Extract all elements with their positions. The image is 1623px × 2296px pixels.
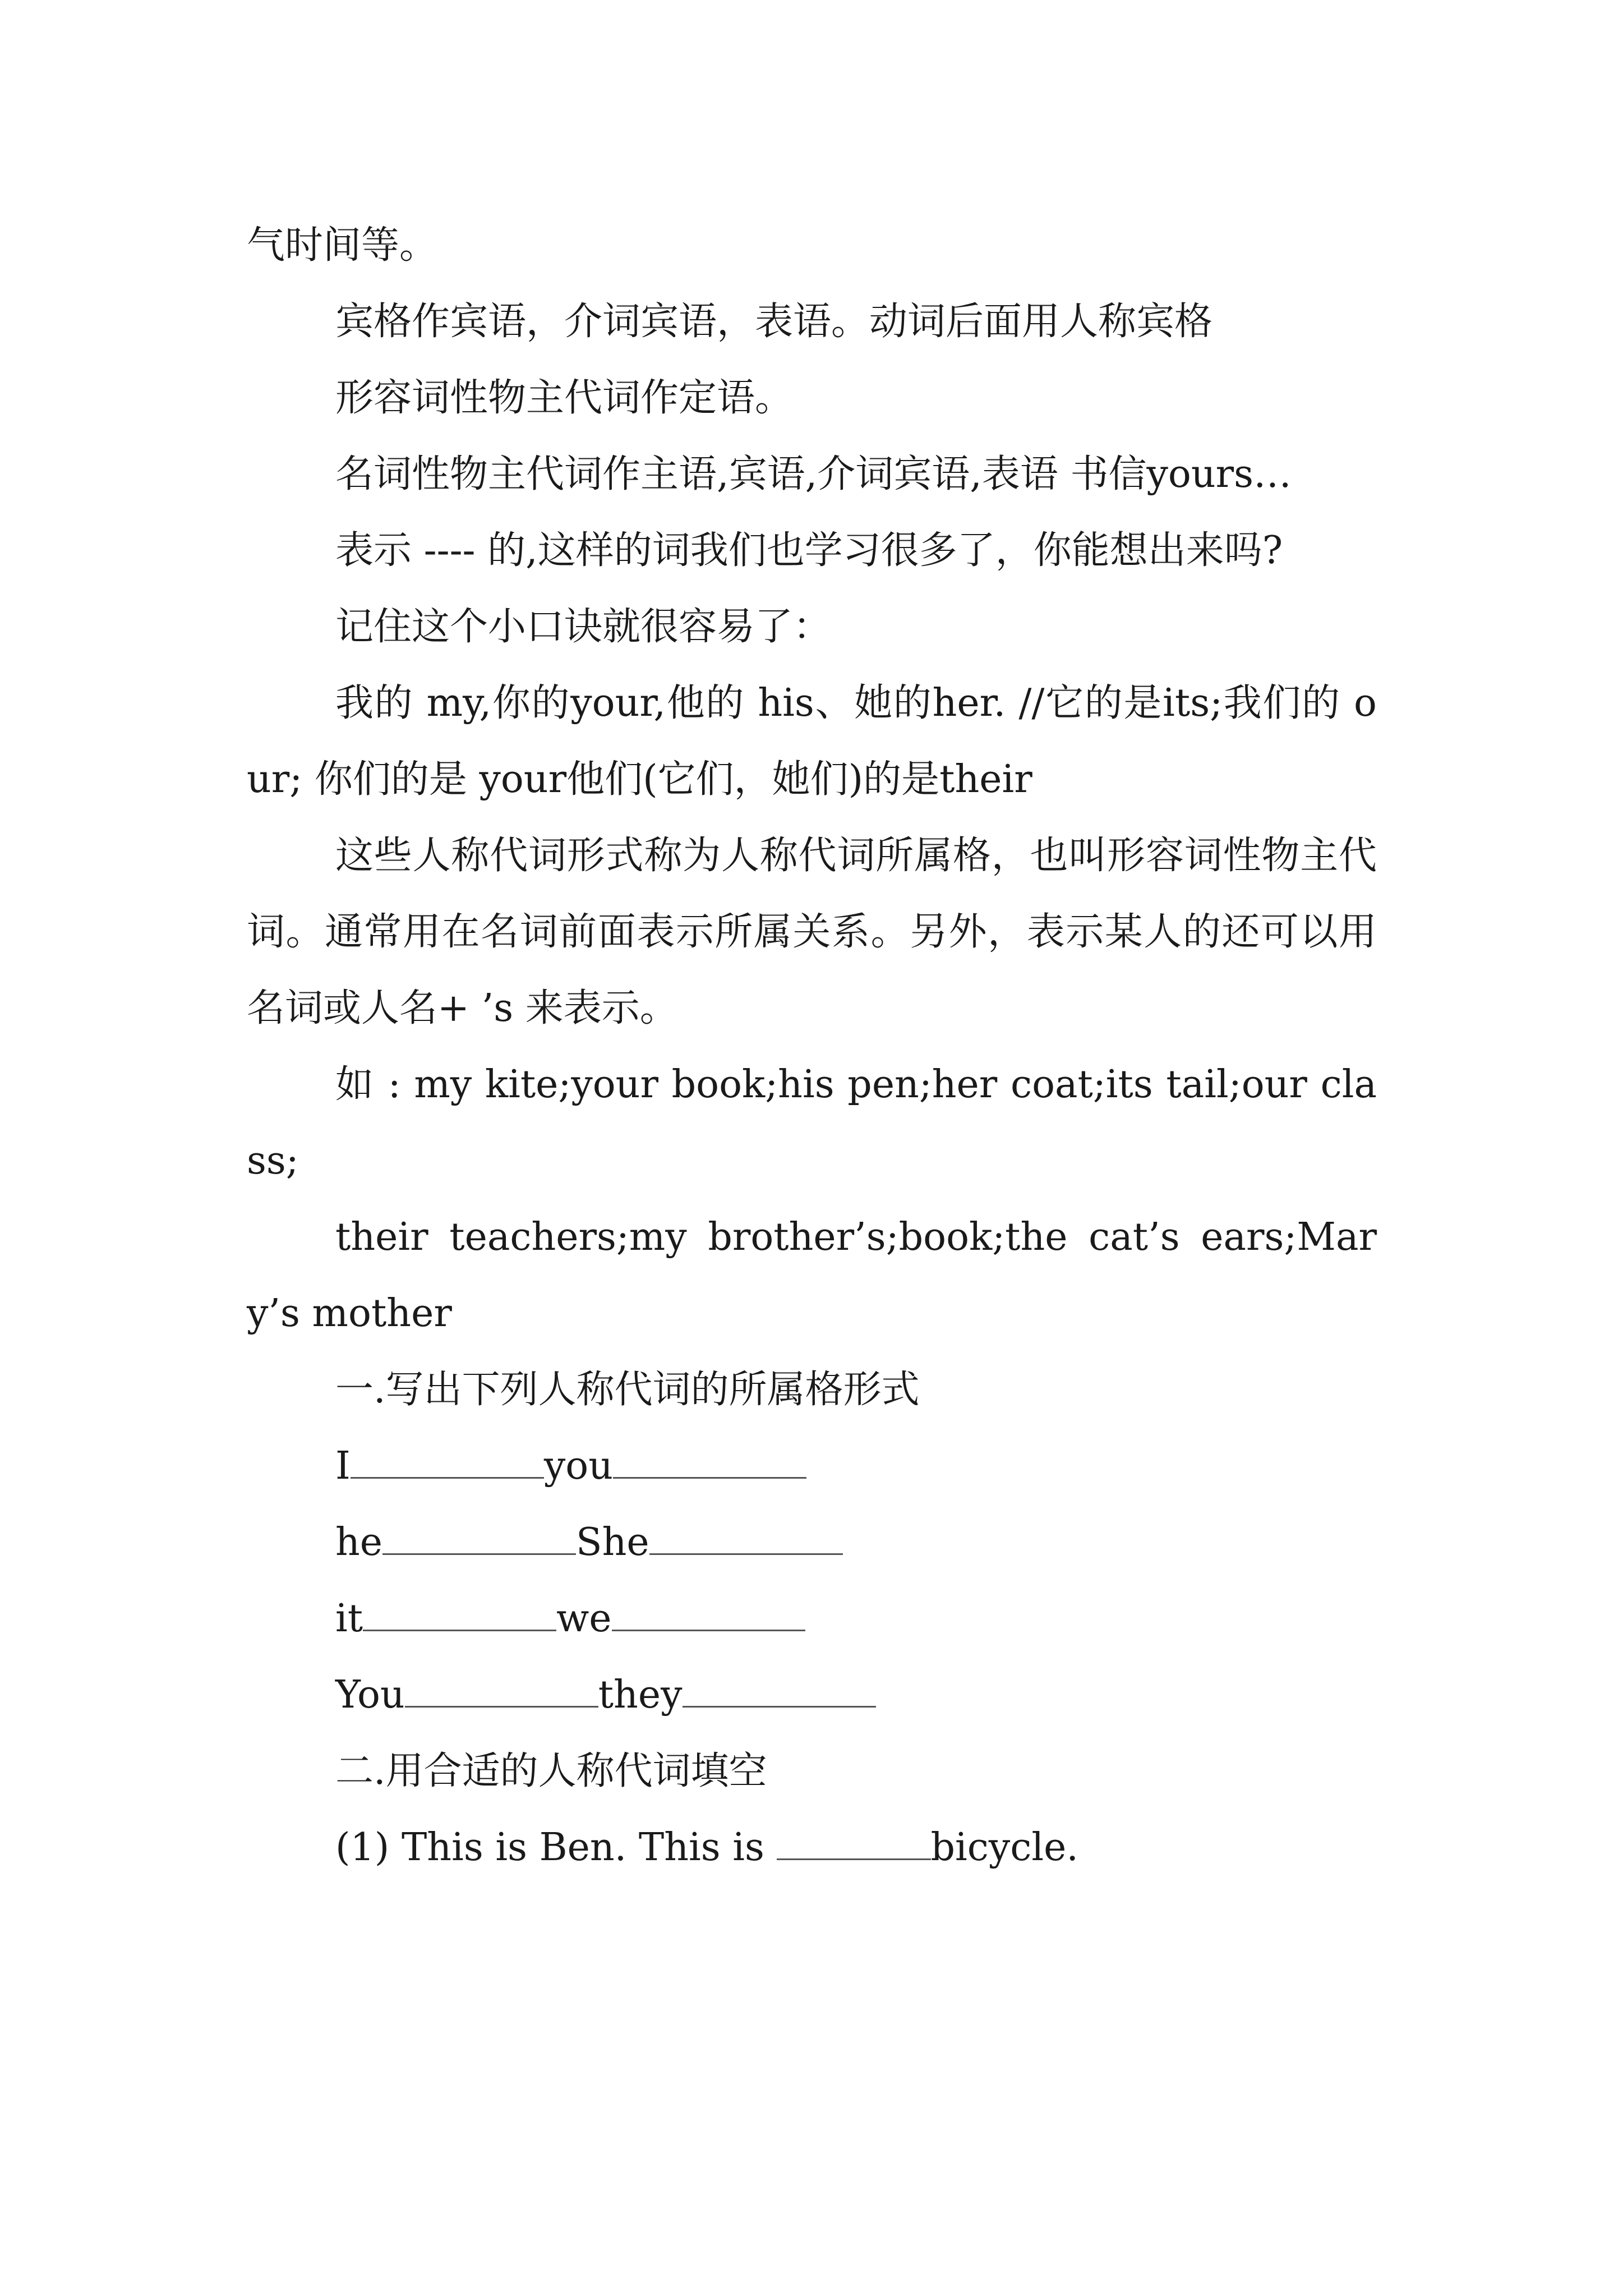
paragraph-object-case: 宾格作宾语，介词宾语，表语。动词后面用人称宾格 [335, 300, 1213, 344]
paragraph-continuation: 气时间等。 [247, 223, 438, 268]
exercise-2-item-suffix: bicycle. [930, 1825, 1078, 1870]
exercise-1-row [247, 1657, 1377, 1733]
pronoun-label: we [556, 1596, 612, 1641]
pronoun-label: She [576, 1520, 649, 1565]
exercise-1-title: 一.写出下列人称代词的所属格形式 [335, 1368, 920, 1412]
answer-blank[interactable] [613, 1444, 806, 1479]
paragraph-explanation: 这些人称代词形式称为人称代词所属格，也叫形容词性物主代词。通常用在名词前面表示所属关系。另外，表示某人的还可以用名词或人名+ ’s 来表示。 [247, 834, 1377, 1030]
pronoun-label: he [335, 1520, 383, 1565]
paragraph-noun-possessive: 名词性物主代词作主语,宾语,介词宾语,表语 书信yours… [335, 452, 1292, 496]
exercise-2-item [247, 1810, 1377, 1886]
paragraph-examples-1: 如 : my kite;your book;his pen;her coat;its tail;our class; [247, 1062, 1377, 1183]
paragraph-examples-2: their teachers;my brother’s;book;the cat’s ears;Mary’s mother [247, 1215, 1377, 1336]
pronoun-label: you [543, 1444, 614, 1488]
answer-blank[interactable] [382, 1521, 576, 1555]
exercise-2-title: 二.用合适的人称代词填空 [335, 1749, 767, 1793]
answer-blank[interactable] [612, 1597, 805, 1631]
exercise-2-item-prefix: (1) This is Ben. This is [335, 1825, 777, 1870]
pronoun-label: it [335, 1596, 363, 1641]
answer-blank[interactable] [649, 1521, 843, 1555]
paragraph-mnemonic: 我的 my,你的your,他的 his、她的her. //它的是its;我们的 our; 你们的是 your他们(它们，她们)的是their [247, 681, 1377, 802]
exercise-1-row [247, 1504, 1377, 1581]
paragraph-question: 表示 ---- 的,这样的词我们也学习很多了，你能想出来吗? [335, 528, 1283, 573]
answer-blank[interactable] [363, 1597, 556, 1631]
paragraph-adjective-possessive: 形容词性物主代词作定语。 [335, 376, 794, 420]
pronoun-label: I [335, 1444, 351, 1488]
paragraph-mnemonic-intro: 记住这个小口诀就很容易了： [335, 605, 832, 649]
exercise-1-row [247, 1581, 1377, 1657]
document-body [247, 208, 1377, 1886]
pronoun-label: You [335, 1673, 405, 1717]
answer-blank[interactable] [351, 1444, 544, 1479]
exercise-1-row [247, 1428, 1377, 1504]
answer-blank[interactable] [405, 1673, 598, 1708]
answer-blank[interactable] [777, 1826, 931, 1860]
pronoun-label: they [598, 1673, 683, 1717]
answer-blank[interactable] [683, 1673, 876, 1708]
